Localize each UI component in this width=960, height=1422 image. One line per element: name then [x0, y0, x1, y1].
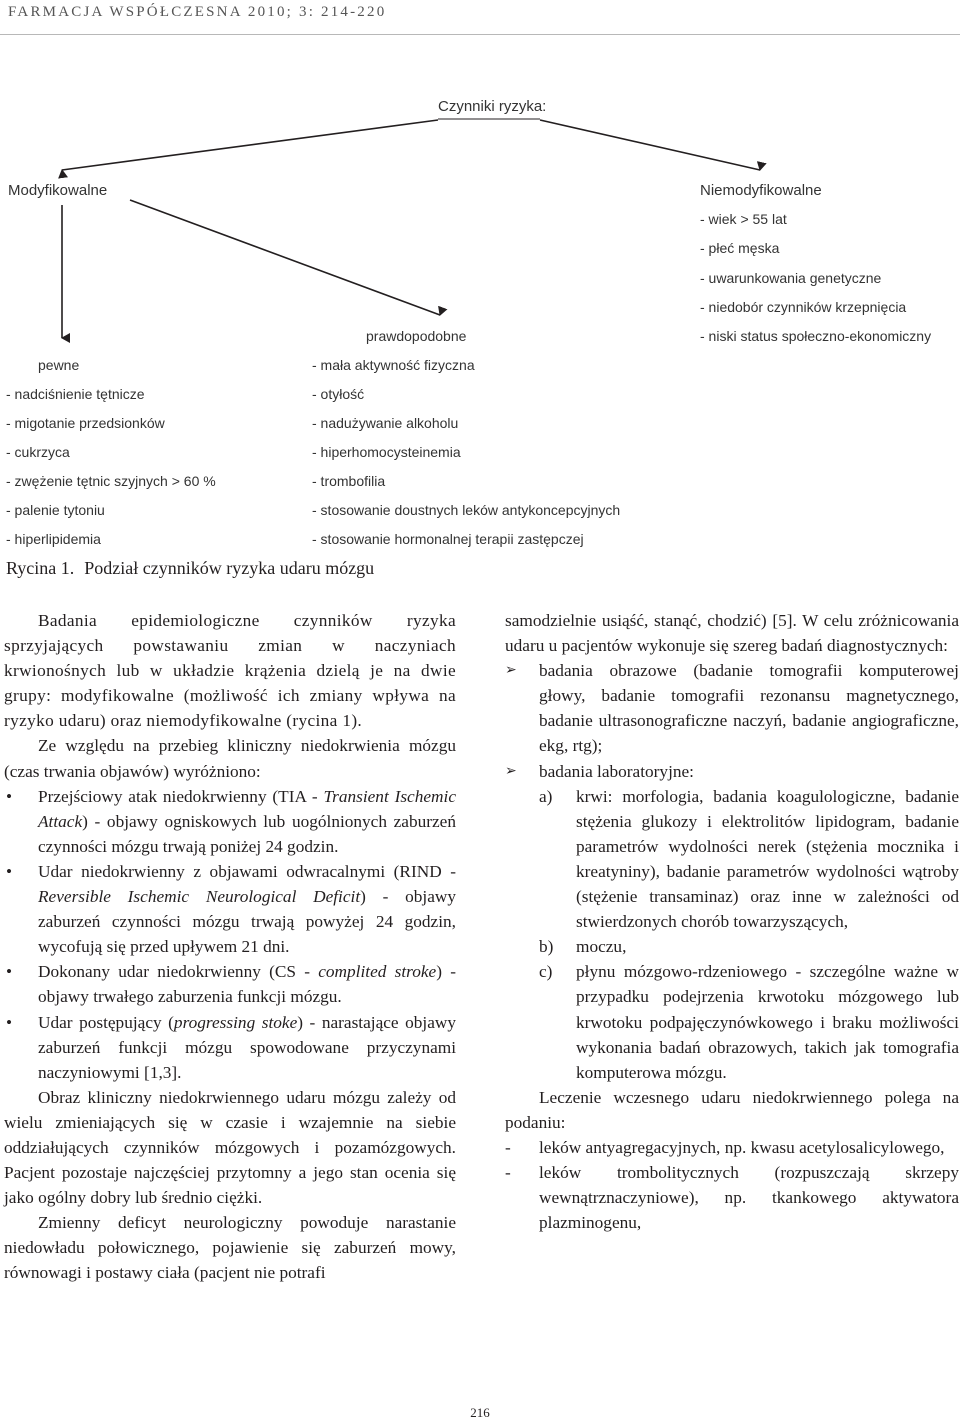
arrow-marker: ➢ [505, 662, 517, 679]
journal-issue: 2010; 3: 214-220 [247, 4, 387, 20]
probable-item: - otyłość [312, 386, 365, 402]
caption-label: Rycina 1. [6, 558, 75, 578]
arrow-root-right [540, 120, 760, 170]
certain-item: - hiperlipidemia [6, 531, 101, 547]
risk-factor-diagram [0, 0, 960, 600]
left-head: Modyfikowalne [8, 182, 108, 199]
sub-letter: c) [539, 962, 553, 982]
arrow-item: ➢ badania laboratoryjne: [505, 759, 959, 784]
bullet-marker: • [6, 861, 13, 881]
right-column [505, 608, 959, 1235]
certain-item: - zwężenie tętnic szyjnych > 60 % [6, 473, 216, 489]
root-label: Czynniki ryzyka: [438, 98, 547, 115]
dash-item: - leków antyagregacyjnych, np. kwasu acetylosalicylowego, [505, 1135, 959, 1160]
paragraph: Leczenie wczesnego udaru niedokrwiennego polega na podaniu: [505, 1087, 959, 1132]
probable-item: - nadużywanie alkoholu [312, 415, 459, 431]
paragraph: Obraz kliniczny niedokrwiennego udaru mózgu zależy od wielu zmieniających się w czasie i wzajemnie na siebie oddziałujących czynników mózgowych i pozamózgowych. Pacjent pozostaje najczęściej przytomny a jego stan ocenia się jako ogólny dobry lub średnio ciężki. [4, 1087, 456, 1208]
paragraph: samodzielnie usiąść, stanąć, chodzić) [5]. W celu zróżnicowania udaru u pacjentów wykonuje się szereg badań diagnostycznych: [505, 611, 959, 656]
sub-letter: a) [539, 786, 553, 806]
certain-item: - cukrzyca [6, 444, 70, 460]
right-head: Niemodyfikowalne [700, 182, 822, 199]
bullet-marker: • [6, 962, 13, 982]
caption-text: Podział czynników ryzyka udaru mózgu [84, 558, 375, 578]
probable-item: - stosowanie doustnych leków antykoncepcyjnych [312, 502, 621, 518]
bullet-item: • Przejściowy atak niedokrwienny (TIA - Transient Ischemic Attack) - objawy ogniskowych lub uogólnionych zaburzeń czynności mózgu trwają poniżej 24 godzin. [4, 784, 456, 859]
dash-marker: - [505, 1163, 511, 1183]
sub-letter: b) [539, 937, 554, 957]
arrow-marker: ➢ [505, 762, 517, 779]
certain-item: - palenie tytoniu [6, 502, 105, 518]
right-item: - niedobór czynników krzepnięcia [700, 299, 907, 315]
left-column [4, 608, 456, 1286]
arrow-root-left [62, 120, 438, 170]
dash-marker: - [505, 1137, 511, 1157]
right-item: - uwarunkowania genetyczne [700, 270, 882, 286]
probable-item: - stosowanie hormonalnej terapii zastępczej [312, 531, 584, 547]
right-item: - płeć męska [700, 240, 780, 256]
page-number: 216 [470, 1405, 490, 1420]
right-item: - niski status społeczno-ekonomiczny [700, 328, 932, 344]
bullet-item: • Udar niedokrwienny z objawami odwracalnymi (RIND - Reversible Ischemic Neurological Deficit) - objawy zaburzeń czynności mózgu trwają powyżej 24 godzin, wycofują się przed upływem 21 dni. [4, 859, 456, 959]
certain-item: - nadciśnienie tętnicze [6, 386, 145, 402]
sub-item: b) moczu, [505, 934, 959, 959]
arrow-item: ➢ badania obrazowe (badanie tomografii komputerowej głowy, badanie tomografii rezonansu magnetycznego, badanie ultrasonograficzne naczyń, badanie angiograficzne, ekg, rtg); [505, 658, 959, 758]
bullet-item: • Dokonany udar niedokrwienny (CS - complited stroke) - objawy trwałego zaburzenia funkcji mózgu. [4, 959, 456, 1009]
sub-item: a) krwi: morfologia, badania koagulologiczne, badanie stężenia glukozy i elektrolitów lipidogram, badanie parametrów wydolności nerek (stężenia mocznika i kreatyniny), badanie parametrów wydolności wątroby (stężenie transaminaz) oraz inne w zależności od stwierdzonych chorób towarzyszących, [505, 784, 959, 935]
probable-head: prawdopodobne [366, 328, 467, 344]
sub-item: c) płynu mózgowo-rdzeniowego - szczególne ważne w przypadku podejrzenia krwotoku mózgowego lub krwotoku podpajęczynówkowego i braku możliwości wykonania badań obrazowych, takich jak tomografia komputerowa mózgu. [505, 959, 959, 1084]
probable-item: - mała aktywność fizyczna [312, 357, 475, 373]
bullet-marker: • [6, 786, 13, 806]
right-item: - wiek > 55 lat [700, 211, 787, 227]
paragraph: Ze względu na przebieg kliniczny niedokrwienia mózgu (czas trwania objawów) wyróżniono: [4, 736, 456, 781]
figure-caption [6, 558, 374, 579]
arrow-left-prawdopodobne [130, 200, 440, 315]
journal-name: FARMACJA WSPÓŁCZESNA [8, 4, 242, 20]
bullet-marker: • [6, 1012, 13, 1032]
probable-item: - trombofilia [312, 473, 386, 489]
certain-head: pewne [38, 357, 80, 373]
bullet-item: • Udar postępujący (progressing stoke) - narastające objawy zaburzeń funkcji mózgu spowodowane przyczynami naczyniowymi [1,3]. [4, 1010, 456, 1085]
paragraph: Badania epidemiologiczne czynników ryzyka sprzyjających powstawaniu zmian w naczyniach krwionośnych lub w układzie krążenia dzielą je na dwie grupy: modyfikowalne (możliwość ich zmiany wpływa na ryzyko udaru) oraz niemodyfikowalne (rycina 1). [4, 611, 456, 731]
certain-item: - migotanie przedsionków [6, 415, 165, 431]
dash-item: - leków trombolitycznych (rozpuszczają skrzepy wewnątrznaczyniowe), np. tkankowego aktywatora plazminogenu, [505, 1160, 959, 1235]
probable-item: - hiperhomocysteinemia [312, 444, 461, 460]
paragraph: Zmienny deficyt neurologiczny powoduje narastanie niedowładu połowicznego, pojawienie się zaburzeń mowy, równowagi i postawy ciała (pacjent nie potrafi [4, 1213, 456, 1283]
